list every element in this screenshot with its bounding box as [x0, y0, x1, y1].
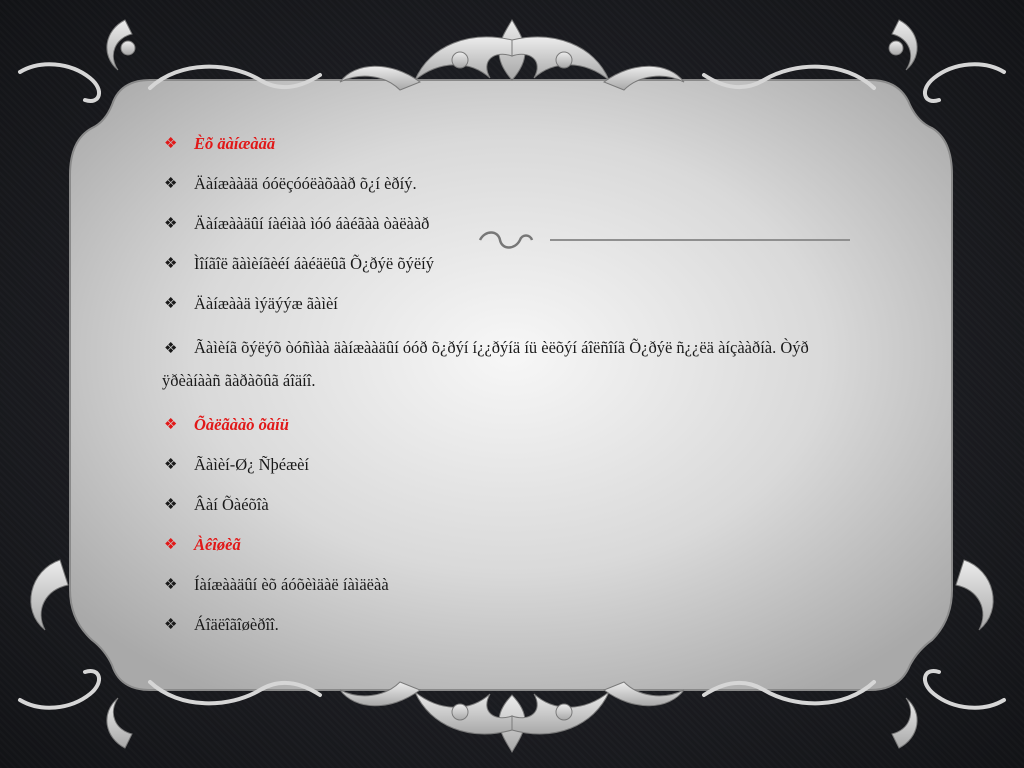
diamond-clover-bullet-icon: ❖	[164, 296, 178, 312]
diamond-clover-bullet-icon: ❖	[164, 136, 178, 152]
bullet-text: Äàíæààäûí íàéìàà ìóó áàéãàà òàëààð	[194, 214, 430, 233]
bullet-item	[162, 613, 852, 637]
bullet-text: Õàëãààò õàíü	[194, 415, 289, 434]
bottom-crest-ornament	[340, 682, 684, 752]
bullet-item	[162, 132, 852, 156]
diamond-clover-bullet-icon: ❖	[164, 417, 178, 433]
bullet-item	[162, 573, 852, 597]
bullet-text: Àêîøèã	[194, 535, 241, 554]
top-crest-ornament	[340, 20, 684, 90]
diamond-clover-bullet-icon: ❖	[164, 341, 178, 357]
bullet-text: Ìîíãîë ãàìèíãèéí áàéäëûã Õ¿ðýë õýëíý	[194, 254, 434, 273]
diamond-clover-bullet-icon: ❖	[164, 176, 178, 192]
diamond-clover-bullet-icon: ❖	[164, 256, 178, 272]
bullet-item	[162, 413, 852, 437]
bullet-item	[162, 172, 852, 196]
bullet-text: Áîäëîãîøèðîî.	[194, 615, 279, 634]
bullet-text: Ãàìèí-Ø¿ Ñþéæèí	[194, 455, 309, 474]
diamond-clover-bullet-icon: ❖	[164, 457, 178, 473]
bullet-text: Èõ äàíæàää	[194, 134, 276, 153]
bullet-item	[162, 493, 852, 517]
diamond-clover-bullet-icon: ❖	[164, 497, 178, 513]
bullet-text: Âàí Õàéõîà	[194, 495, 269, 514]
bullet-text: Äàíæààä ìýäýýæ ãàìèí	[194, 294, 338, 313]
diamond-clover-bullet-icon: ❖	[164, 216, 178, 232]
bullet-item	[162, 252, 852, 276]
bullet-item	[162, 212, 852, 236]
bullet-item	[162, 533, 852, 557]
diamond-clover-bullet-icon: ❖	[164, 537, 178, 553]
diamond-clover-bullet-icon: ❖	[164, 577, 178, 593]
bullet-text: Ãàìèíã õýëýõ òóñìàà äàíæààäûí óóð õ¿ðýí í¿¿ðýíä íü èëõýí áîëñîíã Õ¿ðýë ñ¿¿ëä àíçààðíà. Òýð ÿðèàíààñ ãàðàõûã áîäíî.	[162, 338, 809, 390]
bullet-text: Äàíæààää óóëçóóëàõààð õ¿í èðíý.	[194, 174, 417, 193]
bullet-text: Íàíæààäûí èõ áóõèìäàë íàìäëàà	[194, 575, 389, 594]
bullet-item	[162, 292, 852, 316]
diamond-clover-bullet-icon: ❖	[164, 617, 178, 633]
bullet-item	[162, 453, 852, 477]
slide-body	[162, 132, 852, 653]
bullet-item-multiline	[162, 332, 852, 397]
